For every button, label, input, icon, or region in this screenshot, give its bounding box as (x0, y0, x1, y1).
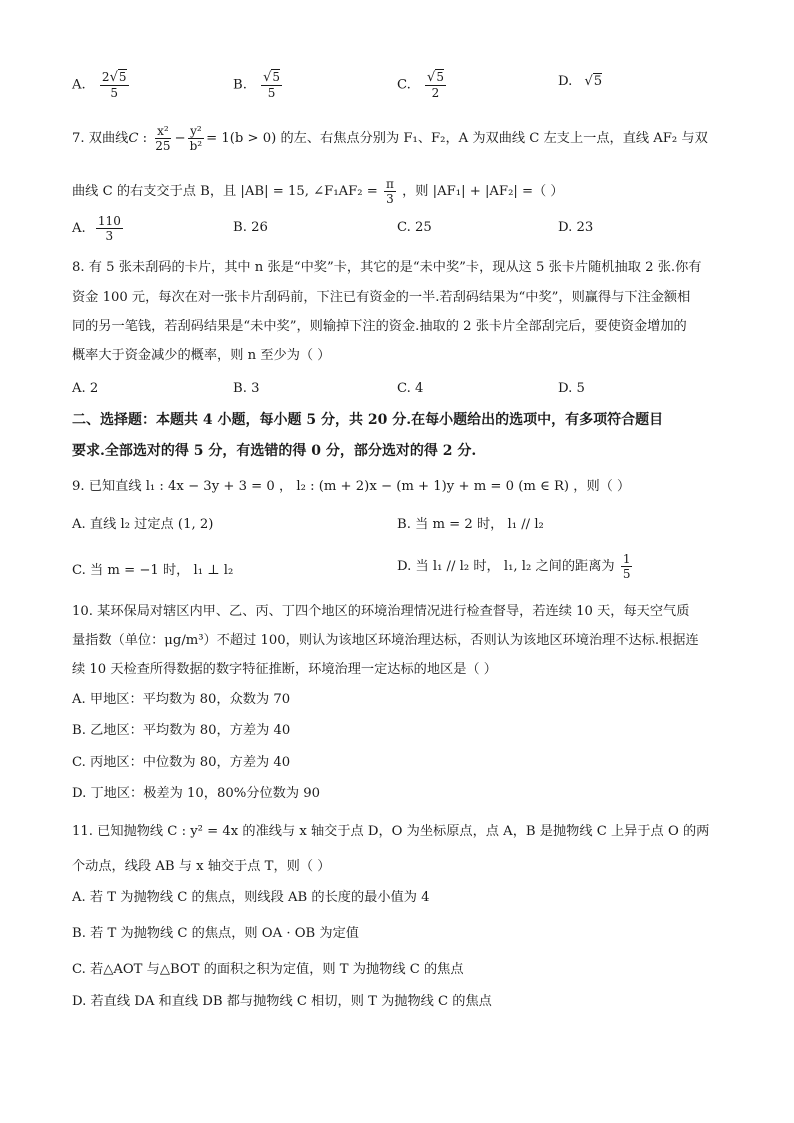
q6-b-fraction: $\frac{√5}{5}$ (263, 70, 281, 100)
q9-d-fraction: $\frac{1}{5}$ (622, 552, 631, 581)
q10-option-b: B. 乙地区：平均数为 80，方差为 40 (72, 723, 291, 738)
q6-a-fraction: $\frac{2√5}{5}$ (101, 70, 127, 100)
q7-a-fraction: $\frac{110}{3}$ (97, 214, 121, 243)
q9-option-b: B. 当 m = 2 时， l₁ // l₂ (397, 517, 544, 532)
q6-option-d: D. √5 (558, 74, 603, 89)
q7-option-c: C. 25 (397, 220, 432, 235)
q7-frac-pi: $\frac{\pi}{3}$ (386, 177, 394, 206)
q9-stem: 9. 已知直线 l₁ : 4x − 3y + 3 = 0 ， l₂ : (m + 2)x − (m + 1)y + m = 0 (m ∈ R) ，则（ ） (72, 479, 631, 494)
section-heading-line1: 二、选择题：本题共 4 小题，每小题 5 分，共 20 分.在每小题给出的选项中，有多项符合题目 (72, 412, 664, 428)
q10-line1: 10. 某环保局对辖区内甲、乙、丙、丁四个地区的环境治理情况进行检查督导，若连续 10 天，每天空气质 (72, 604, 690, 619)
q8-line2: 资金 100 元，每次在对一张卡片刮码前，下注已有资金的一半.若刮码结果为“中奖”，则赢得与下注金额相 (72, 290, 691, 305)
q11-option-b: B. 若 T 为抛物线 C 的焦点，则 OA · OB 为定值 (72, 926, 359, 941)
q7-line1: 7. 双曲线C : $\frac{\text{x²}}{25}$ − $\frac{\text{y²}}{\text{b²}}$ = 1(b > 0) 的左、右焦点分别为 F₁、F₂，A 为双曲线 C 左支上一点，直线 AF₂ 与双 (72, 124, 708, 153)
q7-option-b: B. 26 (233, 220, 268, 235)
q8-line1: 8. 有 5 张未刮码的卡片，其中 n 张是“中奖”卡，其它的是“未中奖”卡，现从这 5 张卡片随机抽取 2 张.你有 (72, 260, 702, 275)
q11-option-d: D. 若直线 DA 和直线 DB 都与抛物线 C 相切，则 T 为抛物线 C 的焦点 (72, 994, 492, 1009)
q8-line3: 同的另一笔钱，若刮码结果是“未中奖”，则输掉下注的资金.抽取的 2 张卡片全部刮完后，要使资金增加的 (72, 319, 687, 334)
q11-option-c: C. 若△AOT 与△BOT 的面积之积为定值，则 T 为抛物线 C 的焦点 (72, 962, 464, 977)
q10-option-c: C. 丙地区：中位数为 80，方差为 40 (72, 755, 291, 770)
q7-frac-y: $\frac{\text{y²}}{\text{b²}}$ (189, 124, 203, 153)
q7-option-d: D. 23 (558, 220, 594, 235)
q7-frac-x: $\frac{\text{x²}}{25}$ (155, 124, 171, 153)
q6-option-c: C. $\frac{√5}{2}$ (397, 70, 444, 100)
q10-option-a: A. 甲地区：平均数为 80，众数为 70 (72, 692, 291, 707)
q9-option-c: C. 当 m = −1 时， l₁ ⊥ l₂ (72, 563, 234, 578)
section-heading-line2: 要求.全部选对的得 5 分，有选错的得 0 分，部分选对的得 2 分. (72, 443, 477, 459)
q8-option-a: A. 2 (72, 381, 99, 396)
q11-option-a: A. 若 T 为抛物线 C 的焦点，则线段 AB 的长度的最小值为 4 (72, 890, 430, 905)
q7-line2: 曲线 C 的右支交于点 B，且 |AB| = 15, ∠F₁AF₂ = $\frac{\pi}{3}$ ，则 |AF₁| + |AF₂| =（ ） (72, 177, 564, 206)
q6-c-fraction: $\frac{√5}{2}$ (427, 70, 444, 100)
q11-line2: 个动点，线段 AB 与 x 轴交于点 T，则（ ） (72, 859, 331, 874)
q9-option-d: D. 当 l₁ // l₂ 时， l₁, l₂ 之间的距离为 $\frac{1}{5}$ (397, 552, 631, 581)
q10-option-d: D. 丁地区：极差为 10，80%分位数为 90 (72, 786, 320, 801)
q11-line1: 11. 已知抛物线 C : y² = 4x 的准线与 x 轴交于点 D，O 为坐标原点，点 A，B 是抛物线 C 上异于点 O 的两 (72, 824, 710, 839)
q6-option-b: B. $\frac{√5}{5}$ (233, 70, 281, 100)
q8-line4: 概率大于资金减少的概率，则 n 至少为（ ） (72, 348, 331, 363)
q10-line2: 量指数（单位：μg/m³）不超过 100，则认为该地区环境治理达标，否则认为该地区环境治理不达标.根据连 (72, 633, 699, 648)
q7-option-a: A. $\frac{110}{3}$ (72, 214, 121, 243)
q6-option-a: A. $\frac{2√5}{5}$ (72, 70, 127, 100)
q8-option-d: D. 5 (558, 381, 585, 396)
q9-option-a: A. 直线 l₂ 过定点 (1, 2) (72, 517, 214, 532)
q8-option-c: C. 4 (397, 381, 424, 396)
q10-line3: 续 10 天检查所得数据的数字特征推断，环境治理一定达标的地区是（ ） (72, 662, 497, 677)
q8-option-b: B. 3 (233, 381, 260, 396)
